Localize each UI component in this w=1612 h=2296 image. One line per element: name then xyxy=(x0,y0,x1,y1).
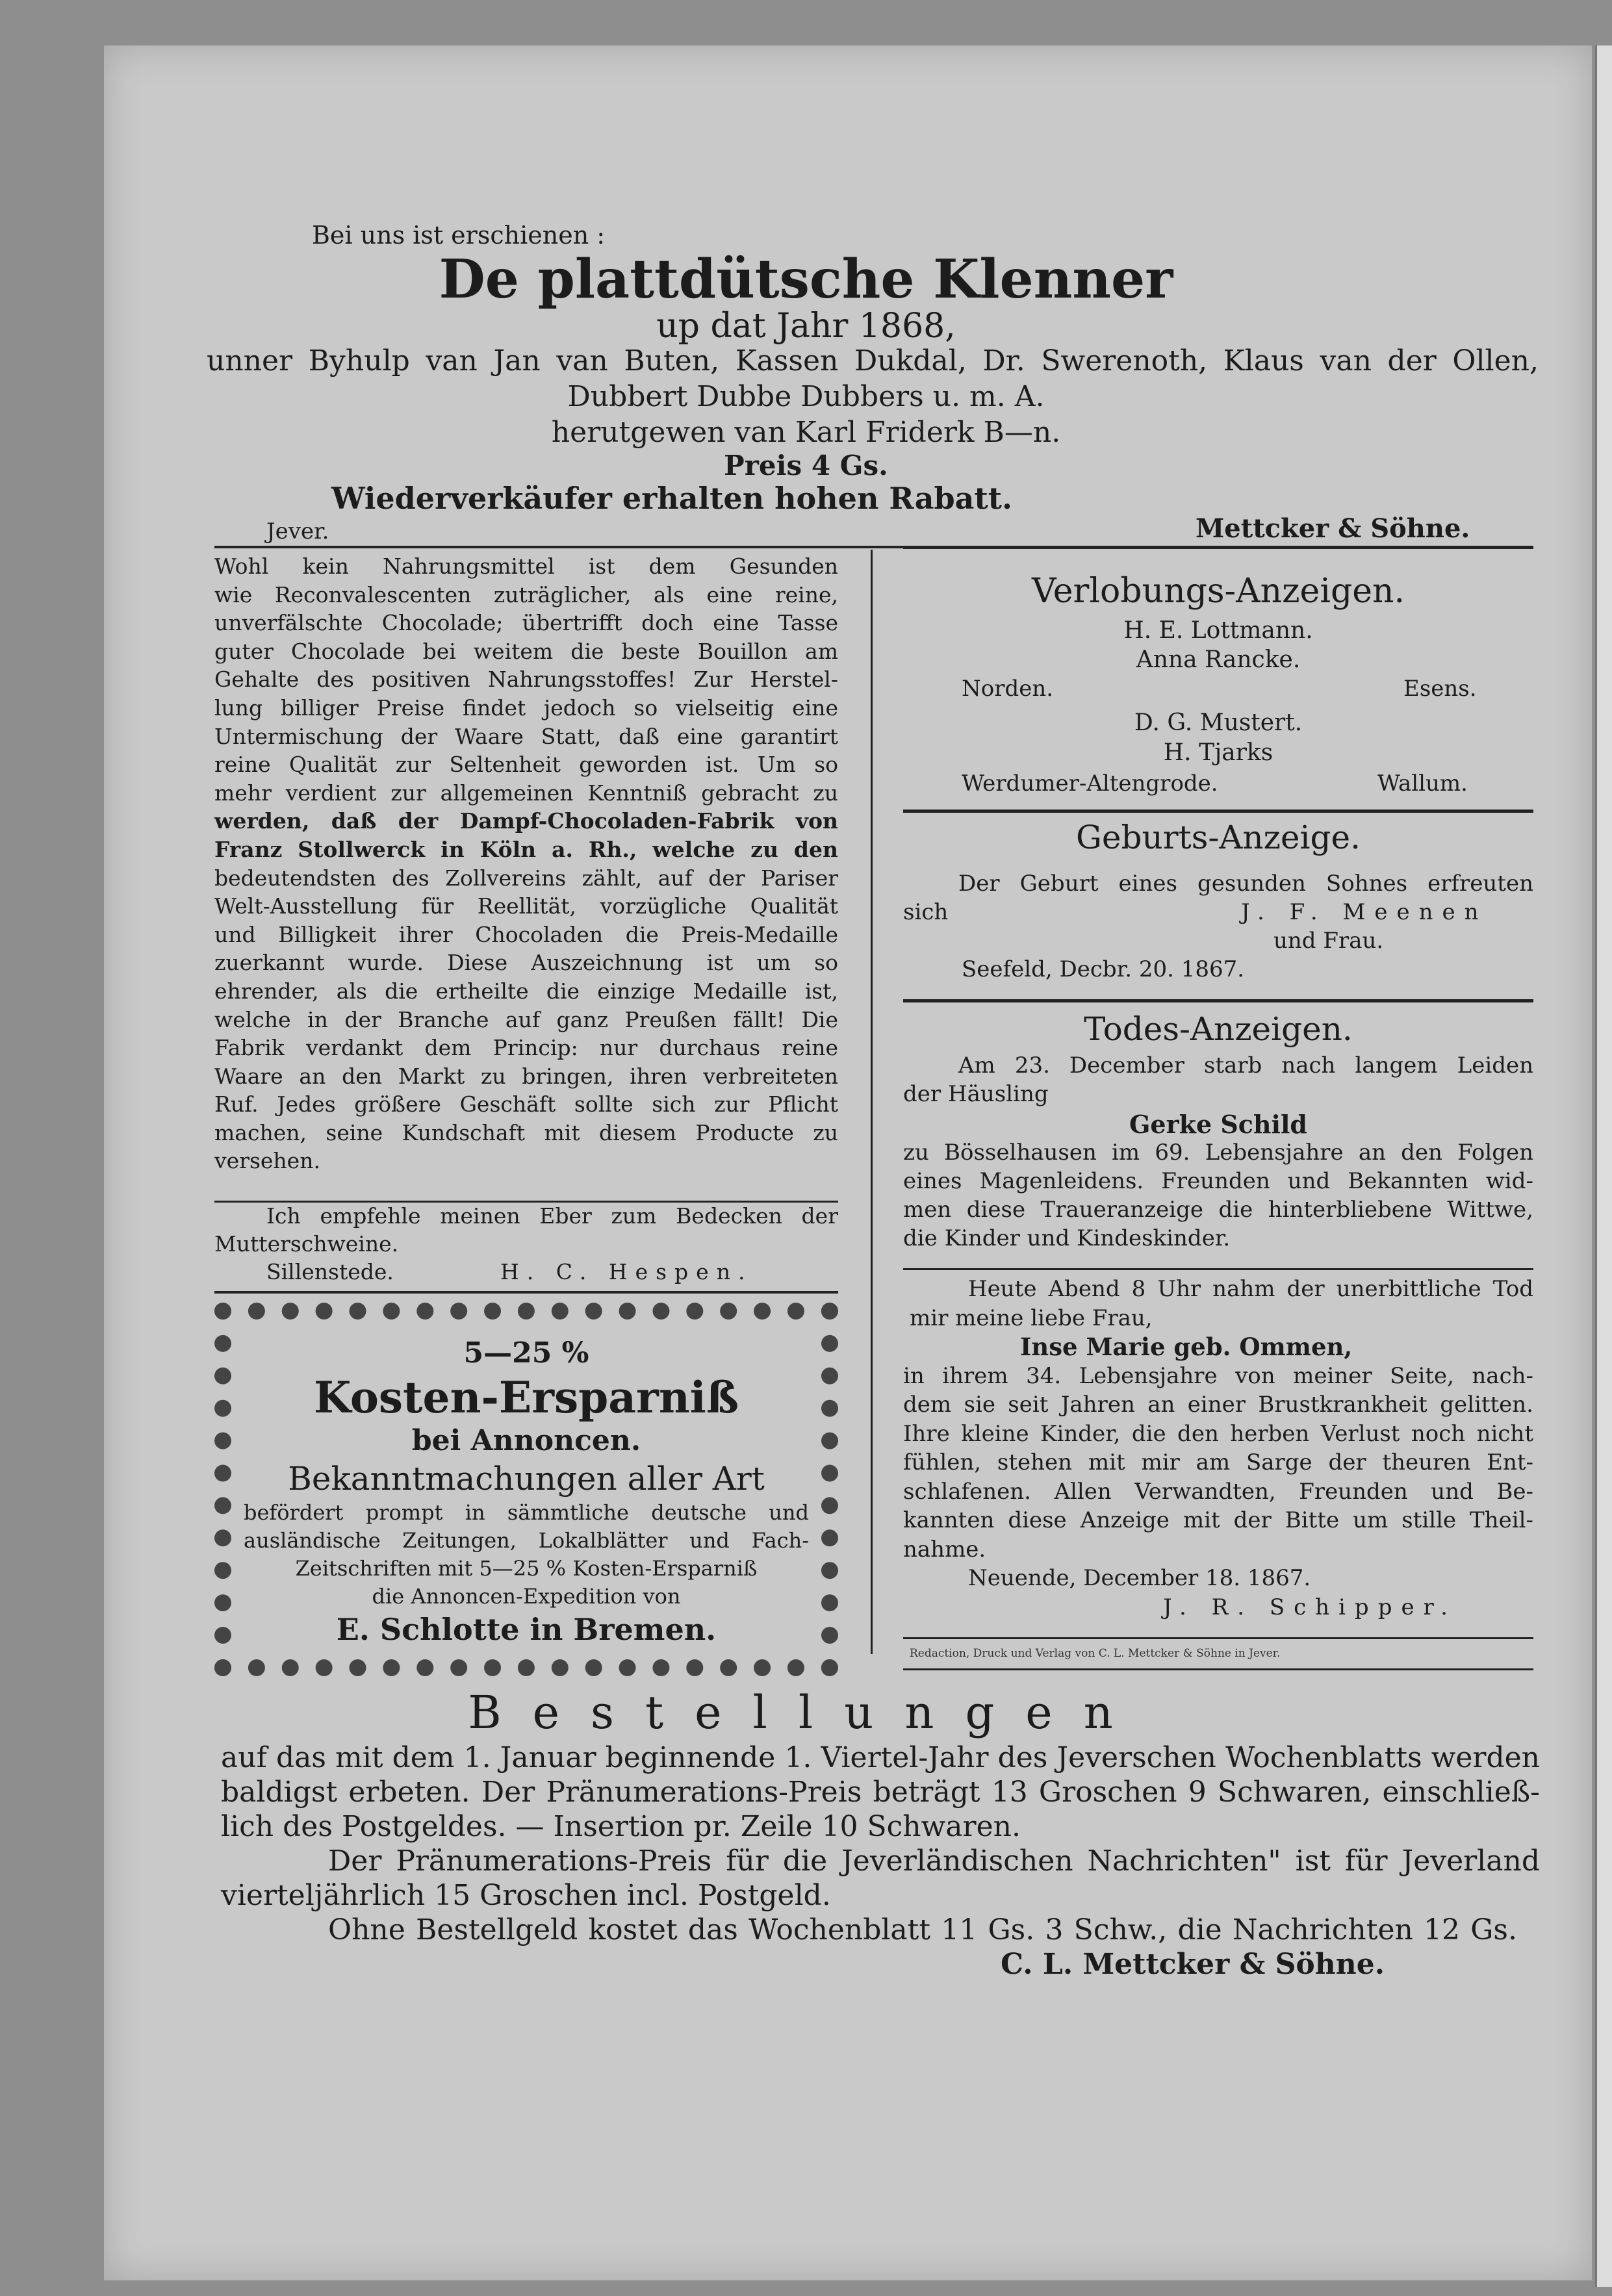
text-line: der Häusling xyxy=(903,1081,1049,1107)
text-line: Der Geburt eines gesunden Sohnes erfreuten xyxy=(958,871,1533,897)
text-line: zuerkannt wurde. Diese Auszeichnung ist um so xyxy=(214,950,838,976)
rule xyxy=(214,1291,838,1294)
engagement-place: Wallum. xyxy=(1377,771,1468,797)
contributors-line-2: Dubbert Dubbe Dubbers u. m. A. xyxy=(567,380,1045,413)
text-line: werden, daß der Dampf-Chocoladen-Fabrik von xyxy=(214,808,838,834)
text-line: die Annoncen-Expedition von xyxy=(372,1584,681,1609)
text-line: mir meine liebe Frau, xyxy=(910,1305,1153,1331)
text-line: Franz Stollwerck in Köln a. Rh., welche zu den xyxy=(214,836,838,862)
deceased-name: Inse Marie geb. Ommen, xyxy=(1020,1333,1353,1361)
imprint: Redaction, Druck und Verlag von C. L. Mettcker & Söhne in Jever. xyxy=(910,1647,1281,1660)
birth-heading: Geburts-Anzeige. xyxy=(1075,819,1361,856)
text-line: versehen. xyxy=(214,1148,320,1174)
text-line: unverfälschte Chocolade; übertrifft doch eine Tasse xyxy=(214,610,838,636)
text-line: dem sie seit Jahren an einer Brustkrankheit gelitten. xyxy=(903,1392,1533,1418)
death2-date: Neuende, December 18. 1867. xyxy=(968,1565,1311,1591)
text-line: Heute Abend 8 Uhr nahm der unerbittliche Tod xyxy=(968,1276,1533,1302)
death2-body xyxy=(903,1275,1533,1622)
text-line: kannten diese Anzeige mit der Bitte um stille Theil- xyxy=(903,1507,1533,1533)
engagement-name: H. Tjarks xyxy=(1163,739,1273,766)
header-place: Jever. xyxy=(266,518,329,544)
text-line: und Frau. xyxy=(1273,928,1384,954)
calendar-subtitle: up dat Jahr 1868, xyxy=(656,307,956,346)
text-line: mehr verdient zur allgemeinen Kenntniß gebracht zu xyxy=(214,780,838,806)
rule xyxy=(903,999,1533,1002)
death-heading: Todes-Anzeigen. xyxy=(1084,1010,1353,1048)
text-line: Mutterschweine. xyxy=(214,1231,399,1256)
text-line: wie Reconvalescenten zuträglicher, als eine reine, xyxy=(214,581,838,607)
engagement-heading: Verlobungs-Anzeigen. xyxy=(1031,572,1405,611)
text-line: Ihre kleine Kinder, die den herben Verlust noch nicht xyxy=(903,1420,1533,1447)
text-line: Der Pränumerations-Preis für die Jeverländischen Nachrichten" ist für Jeverland xyxy=(328,1844,1540,1878)
orders-signature: C. L. Mettcker & Söhne. xyxy=(1001,1948,1385,1981)
chocolate-ad xyxy=(214,552,838,1175)
text-line: und Billigkeit ihrer Chocoladen die Preis-Medaille xyxy=(214,921,838,947)
engagement-place: Werdumer-Altengrode. xyxy=(962,771,1218,797)
annoncen-sub: bei Annoncen. xyxy=(411,1424,641,1457)
engagement-name: H. E. Lottmann. xyxy=(1123,617,1313,644)
birth-date: Seefeld, Decbr. 20. 1867. xyxy=(962,956,1245,982)
engagement-place: Norden. xyxy=(962,676,1054,702)
text-line: ehrender, als die ertheilte die einzige Medaille ist, xyxy=(214,978,838,1004)
text-line: lich des Postgeldes. — Insertion pr. Zeile 10 Schwaren. xyxy=(221,1810,1021,1843)
text-line: Waare an den Markt zu bringen, ihren verbreiteten xyxy=(214,1063,838,1089)
column-divider xyxy=(871,550,873,1654)
text-line: machen, seine Kundschaft mit diesem Producte zu xyxy=(214,1119,838,1145)
text-line: schlafenen. Allen Verwandten, Freunden und Be- xyxy=(903,1478,1533,1505)
text-line: Gehalte des positiven Nahrungsstoffes! Zur Herstel- xyxy=(214,667,838,693)
death1-body xyxy=(903,1138,1533,1253)
text-line: sich xyxy=(903,899,949,925)
text-line: lung billiger Preise findet jedoch so vielseitig eine xyxy=(214,695,838,721)
text-line: fühlen, stehen mit mir am Sarge der theuren Ent- xyxy=(903,1449,1533,1475)
annoncen-heading2: Bekanntmachungen aller Art xyxy=(288,1460,765,1498)
eber-place: Sillenstede. xyxy=(266,1259,394,1284)
text-line: men diese Traueranzeige die hinterbliebene Wittwe, xyxy=(903,1197,1533,1223)
text-line: guter Chocolade bei weitem die beste Bouillon am xyxy=(214,638,838,664)
text-line: Untermischung der Waare Statt, daß eine garantirt xyxy=(214,723,838,749)
annoncen-headline: Kosten-Ersparniß xyxy=(313,1372,739,1423)
eber-name: H. C. Hespen. xyxy=(500,1259,753,1284)
text-line: in ihrem 34. Lebensjahre von meiner Seite, nach- xyxy=(903,1362,1533,1389)
annoncen-firm: E. Schlotte in Bremen. xyxy=(336,1612,717,1647)
header-publisher: Mettcker & Söhne. xyxy=(1196,513,1470,544)
text-line: Zeitschriften mit 5—25 % Kosten-Ersparniß xyxy=(295,1556,758,1581)
text-line: bedeutendsten des Zollvereins zählt, auf der Pariser xyxy=(214,865,838,891)
text-line: vierteljährlich 15 Groschen incl. Postgeld. xyxy=(221,1879,831,1912)
editor-line: herutgewen van Karl Friderk B—n. xyxy=(551,416,1061,449)
rebate-line: Wiederverkäufer erhalten hohen Rabatt. xyxy=(331,481,1012,516)
text-line: Ich empfehle meinen Eber zum Bedecken der xyxy=(266,1203,838,1229)
text-line: baldigst erbeten. Der Pränumerations-Preis beträgt 13 Groschen 9 Schwaren, einschließ- xyxy=(221,1776,1540,1809)
engagement-name: Anna Rancke. xyxy=(1136,646,1301,673)
text-line: nahme. xyxy=(903,1536,986,1563)
death2-signature: J. R. Schipper. xyxy=(1163,1594,1457,1620)
text-line: befördert prompt in sämmtliche deutsche und xyxy=(244,1500,809,1525)
text-line: zu Bösselhausen im 69. Lebensjahre an den Folgen xyxy=(903,1140,1533,1166)
eber-ad xyxy=(214,1202,838,1286)
text-line: Welt-Ausstellung für Reellität, vorzügliche Qualität xyxy=(214,893,838,919)
annoncen-ad xyxy=(244,1335,809,1648)
rule xyxy=(903,1268,1533,1270)
text-line: Ohne Bestellgeld kostet das Wochenblatt 11 Gs. 3 Schw., die Nachrichten 12 Gs. xyxy=(328,1913,1517,1946)
birth-parent-name: J. F. Meenen xyxy=(1241,899,1488,925)
rule xyxy=(903,547,1533,549)
text-line: Am 23. December starb nach langem Leiden xyxy=(958,1052,1533,1078)
text-line: eines Magenleidens. Freunden und Bekannten wid- xyxy=(903,1168,1533,1194)
text-line: welche in der Branche auf ganz Preußen fällt! Die xyxy=(214,1006,838,1032)
text-line: ausländische Zeitungen, Lokalblätter und Fach- xyxy=(244,1528,809,1553)
rule xyxy=(903,1668,1533,1670)
rule xyxy=(903,810,1533,813)
calendar-title: De plattdütsche Klenner xyxy=(439,248,1173,311)
text-line: Fabrik verdankt dem Princip: nur durchaus reine xyxy=(214,1035,838,1061)
text-line: die Kinder und Kindeskinder. xyxy=(903,1225,1231,1251)
text-line: reine Qualität zur Seltenheit geworden ist. Um so xyxy=(214,752,838,778)
price-line: Preis 4 Gs. xyxy=(724,450,888,481)
text-line: auf das mit dem 1. Januar beginnende 1. Viertel-Jahr des Jeverschen Wochenblatts werden xyxy=(221,1741,1540,1774)
text-line: Ruf. Jedes größere Geschäft sollte sich zur Pflicht xyxy=(214,1091,838,1117)
engagement-place: Esens. xyxy=(1403,676,1477,702)
text-line: Wohl kein Nahrungsmittel ist dem Gesunden xyxy=(214,554,838,579)
intro-text: Bei uns ist erschienen : xyxy=(312,221,606,249)
engagement-name: D. G. Mustert. xyxy=(1134,709,1303,736)
annoncen-percent: 5—25 % xyxy=(463,1336,589,1370)
rule xyxy=(903,1637,1533,1639)
contributors-line-1: unner Byhulp van Jan van Buten, Kassen Dukdal, Dr. Swerenoth, Klaus van der Ollen, xyxy=(207,344,1539,377)
deceased-name: Gerke Schild xyxy=(1129,1110,1308,1139)
orders-heading: Bestellungen xyxy=(468,1686,1144,1739)
